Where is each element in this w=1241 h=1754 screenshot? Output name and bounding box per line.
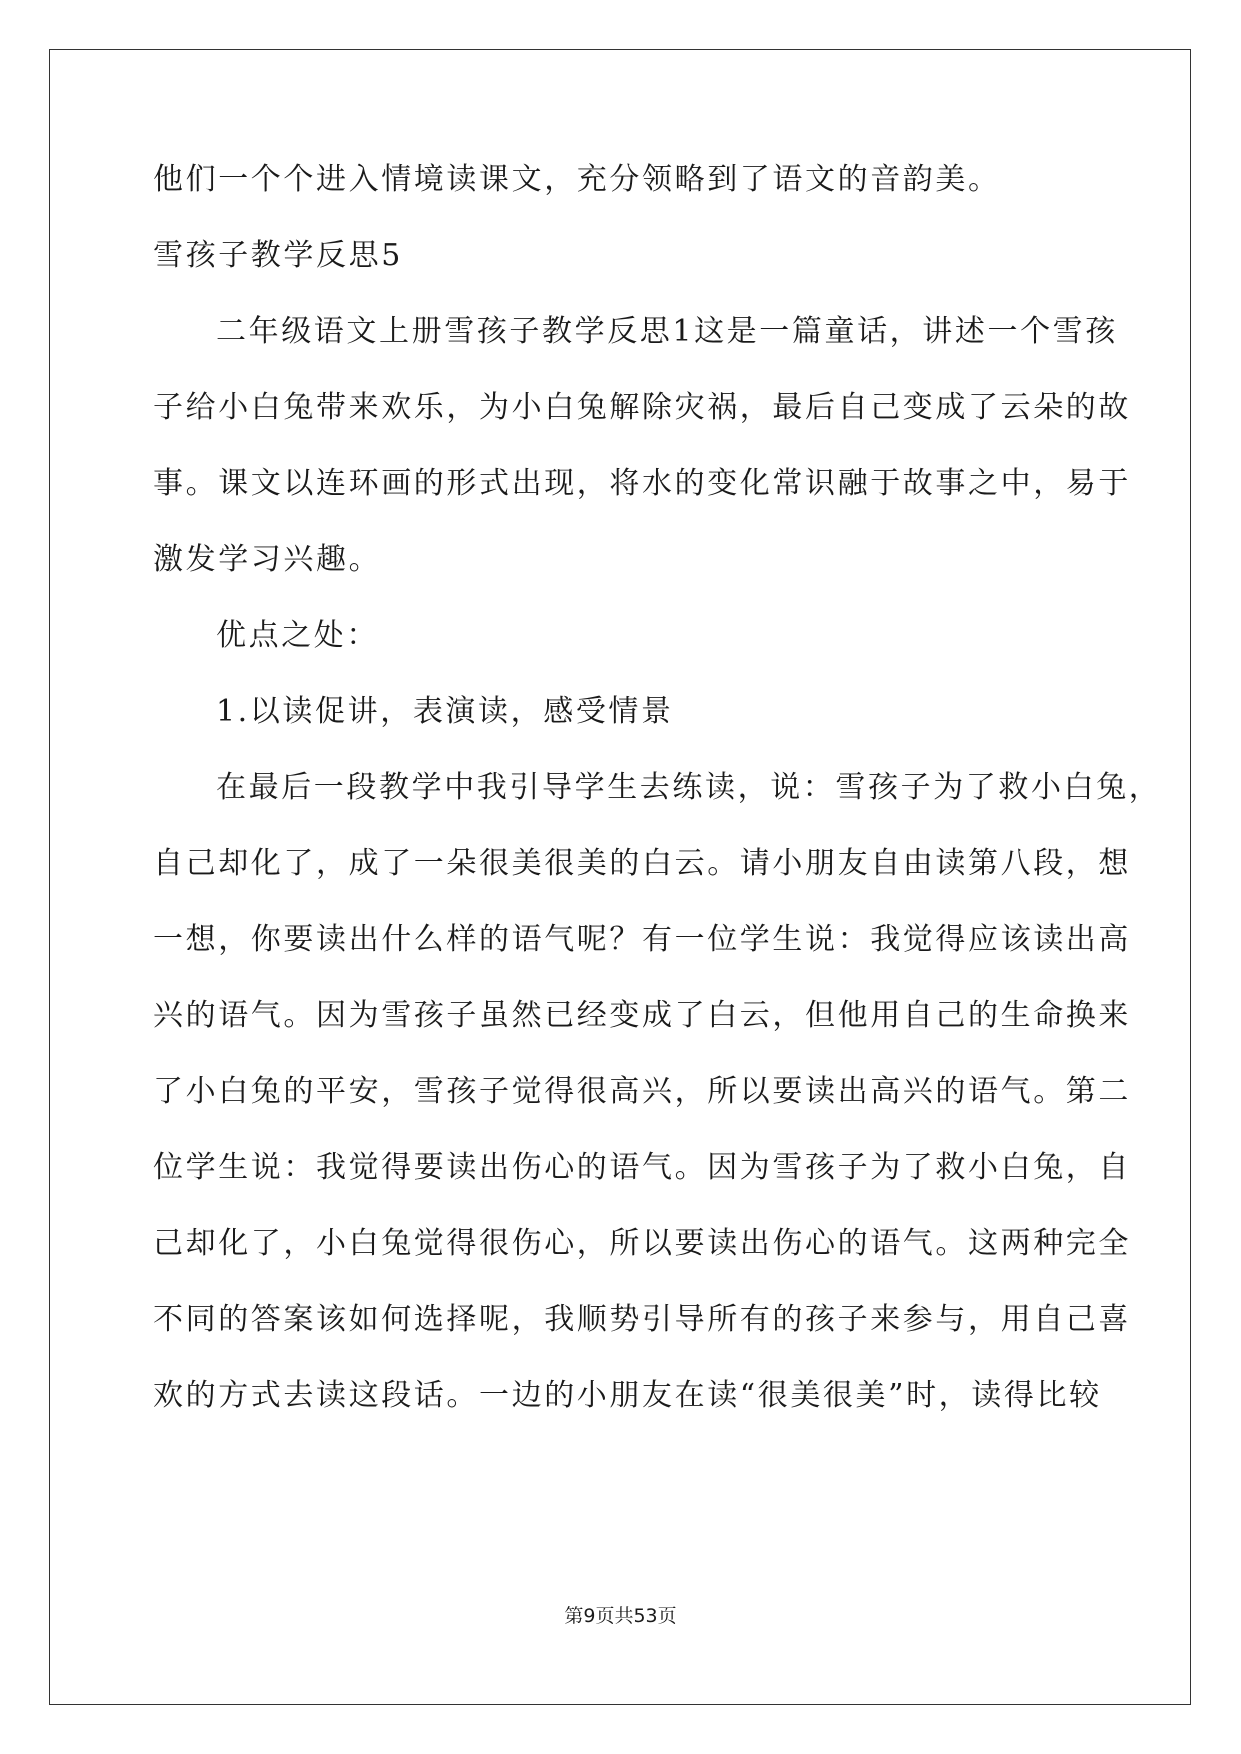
- paragraph-line: 位学生说：我觉得要读出伤心的语气。因为雪孩子为了救小白兔，自: [153, 1150, 1131, 1185]
- paragraph-line: 在最后一段教学中我引导学生去练读，说：雪孩子为了救小白兔，: [216, 770, 1162, 805]
- section-heading: 雪孩子教学反思5: [153, 238, 403, 273]
- paragraph-line: 事。课文以连环画的形式出现，将水的变化常识融于故事之中，易于: [153, 466, 1131, 501]
- page-footer: [0, 1604, 1241, 1628]
- paragraph-line: 己却化了，小白兔觉得很伤心，所以要读出伤心的语气。这两种完全: [153, 1226, 1131, 1261]
- paragraph-line: 激发学习兴趣。: [153, 542, 382, 577]
- paragraph-line: 优点之处：: [216, 618, 379, 653]
- paragraph-line: 自己却化了，成了一朵很美很美的白云。请小朋友自由读第八段，想: [153, 846, 1131, 881]
- paragraph-line: 1.以读促讲，表演读，感受情景: [216, 694, 674, 729]
- paragraph-line: 兴的语气。因为雪孩子虽然已经变成了白云，但他用自己的生命换来: [153, 998, 1131, 1033]
- paragraph-line: 欢的方式去读这段话。一边的小朋友在读“很美很美”时，读得比较: [153, 1378, 1102, 1413]
- paragraph-line: 了小白兔的平安，雪孩子觉得很高兴，所以要读出高兴的语气。第二: [153, 1074, 1131, 1109]
- paragraph-line: 二年级语文上册雪孩子教学反思1这是一篇童话，讲述一个雪孩: [216, 314, 1118, 349]
- paragraph-line: 他们一个个进入情境读课文，充分领略到了语文的音韵美。: [153, 162, 1001, 197]
- current-page-number: 第9页: [564, 1605, 615, 1627]
- paragraph-line: 一想，你要读出什么样的语气呢？有一位学生说：我觉得应该读出高: [153, 922, 1131, 957]
- paragraph-line: 不同的答案该如何选择呢，我顺势引导所有的孩子来参与，用自己喜: [153, 1302, 1131, 1337]
- paragraph-line: 子给小白兔带来欢乐，为小白兔解除灾祸，最后自己变成了云朵的故: [153, 390, 1131, 425]
- total-pages: 共53页: [614, 1605, 677, 1627]
